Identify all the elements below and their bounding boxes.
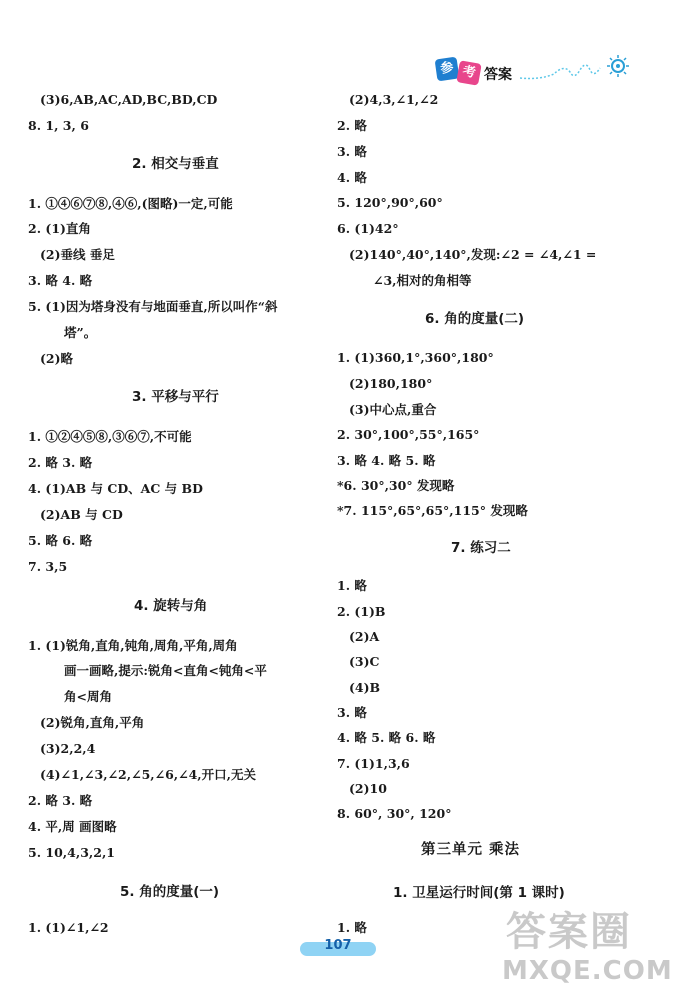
answer-line: 7. (1)1,3,6 [337, 756, 410, 771]
answer-line: (3)中心点,重合 [349, 402, 437, 417]
answer-line: (2)AB 与 CD [40, 507, 123, 522]
watermark [502, 900, 672, 995]
section-heading: 2. 相交与垂直 [132, 156, 219, 172]
header-title: 答案 [484, 67, 512, 83]
watermark-url: MXQE.COM [502, 956, 673, 986]
answer-line: 4. 略 5. 略 6. 略 [337, 730, 436, 745]
reference-answer-header [436, 50, 636, 90]
answer-line: (2)4,3,∠1,∠2 [349, 92, 439, 107]
answer-line: 1. 略 [337, 578, 367, 593]
page-number: 107 [324, 938, 352, 953]
answer-line: 4. (1)AB 与 CD、AC 与 BD [28, 481, 203, 496]
answer-line: (2)180,180° [349, 376, 433, 391]
header-badge-kao: 考 [456, 60, 481, 85]
answer-line: *7. 115°,65°,65°,115° 发现略 [337, 503, 528, 518]
answer-line: 塔”。 [64, 325, 97, 340]
answer-line: 7. 3,5 [28, 559, 68, 574]
section-heading: 3. 平移与平行 [132, 389, 219, 405]
answer-line: (3)2,2,4 [40, 741, 96, 756]
answer-line: (2)A [349, 629, 380, 644]
answer-line: 2. (1)直角 [28, 221, 91, 236]
section-heading: 6. 角的度量(二) [425, 311, 525, 327]
page-number-tab [300, 936, 376, 958]
answer-line: 2. 略 3. 略 [28, 793, 93, 808]
answer-line: (3)6,AB,AC,AD,BC,BD,CD [40, 92, 218, 107]
section-heading: 4. 旋转与角 [134, 598, 208, 614]
answer-line: (2)10 [349, 781, 387, 796]
answer-line: 8. 1, 3, 6 [28, 118, 89, 133]
answer-line: 2. (1)B [337, 604, 386, 619]
answer-line: 5. 10,4,3,2,1 [28, 845, 115, 860]
answer-line: *6. 30°,30° 发现略 [337, 478, 455, 493]
answer-line: 1. ①②④⑤⑧,③⑥⑦,不可能 [28, 429, 192, 444]
answer-line: 2. 略 [337, 118, 367, 133]
answer-line: 2. 略 3. 略 [28, 455, 93, 470]
answer-line: (2)140°,40°,140°,发现:∠2 = ∠4,∠1 = [349, 247, 597, 262]
answer-line: 1. (1)360,1°,360°,180° [337, 350, 494, 365]
unit-heading: 第三单元 乘法 [421, 842, 521, 858]
answer-line: 3. 略 [337, 705, 367, 720]
answer-line: (4)∠1,∠3,∠2,∠5,∠6,∠4,开口,无关 [40, 767, 257, 782]
decorative-swirl-icon [520, 50, 632, 86]
answer-line: (2)略 [40, 351, 74, 366]
answer-line: 1. ①④⑥⑦⑧,④⑥,(图略)一定,可能 [28, 196, 233, 211]
answer-line: (4)B [349, 680, 381, 695]
answer-line: 5. 120°,90°,60° [337, 195, 443, 210]
watermark-text: 答案圈 [506, 909, 632, 955]
answer-line: ∠3,相对的角相等 [373, 273, 472, 288]
answer-line: 1. (1)锐角,直角,钝角,周角,平角,周角 [28, 638, 238, 653]
answer-line: 画一画略,提示:锐角<直角<钝角<平 [64, 663, 267, 678]
answer-line: 8. 60°, 30°, 120° [337, 806, 452, 821]
answer-line: 4. 平,周 画图略 [28, 819, 117, 834]
answer-line: 1. (1)∠1,∠2 [28, 920, 109, 935]
answer-line: 2. 30°,100°,55°,165° [337, 427, 480, 442]
answer-line: 5. 略 6. 略 [28, 533, 93, 548]
answer-line: 3. 略 4. 略 [28, 273, 93, 288]
section-heading: 5. 角的度量(一) [120, 884, 220, 900]
answer-line: (3)C [349, 654, 380, 669]
section-heading: 1. 卫星运行时间(第 1 课时) [393, 885, 565, 901]
answer-line: 5. (1)因为塔身没有与地面垂直,所以叫作“斜 [28, 299, 278, 314]
answer-line: 角<周角 [64, 689, 112, 704]
answer-line: (2)锐角,直角,平角 [40, 715, 145, 730]
answer-line: 6. (1)42° [337, 221, 399, 236]
section-heading: 7. 练习二 [451, 540, 511, 556]
answer-line: 1. 略 [337, 920, 367, 935]
answer-line: 4. 略 [337, 170, 367, 185]
header-badge-can: 参 [435, 57, 460, 82]
answer-line: 3. 略 [337, 144, 367, 159]
answer-line: (2)垂线 垂足 [40, 247, 115, 262]
answer-line: 3. 略 4. 略 5. 略 [337, 453, 436, 468]
